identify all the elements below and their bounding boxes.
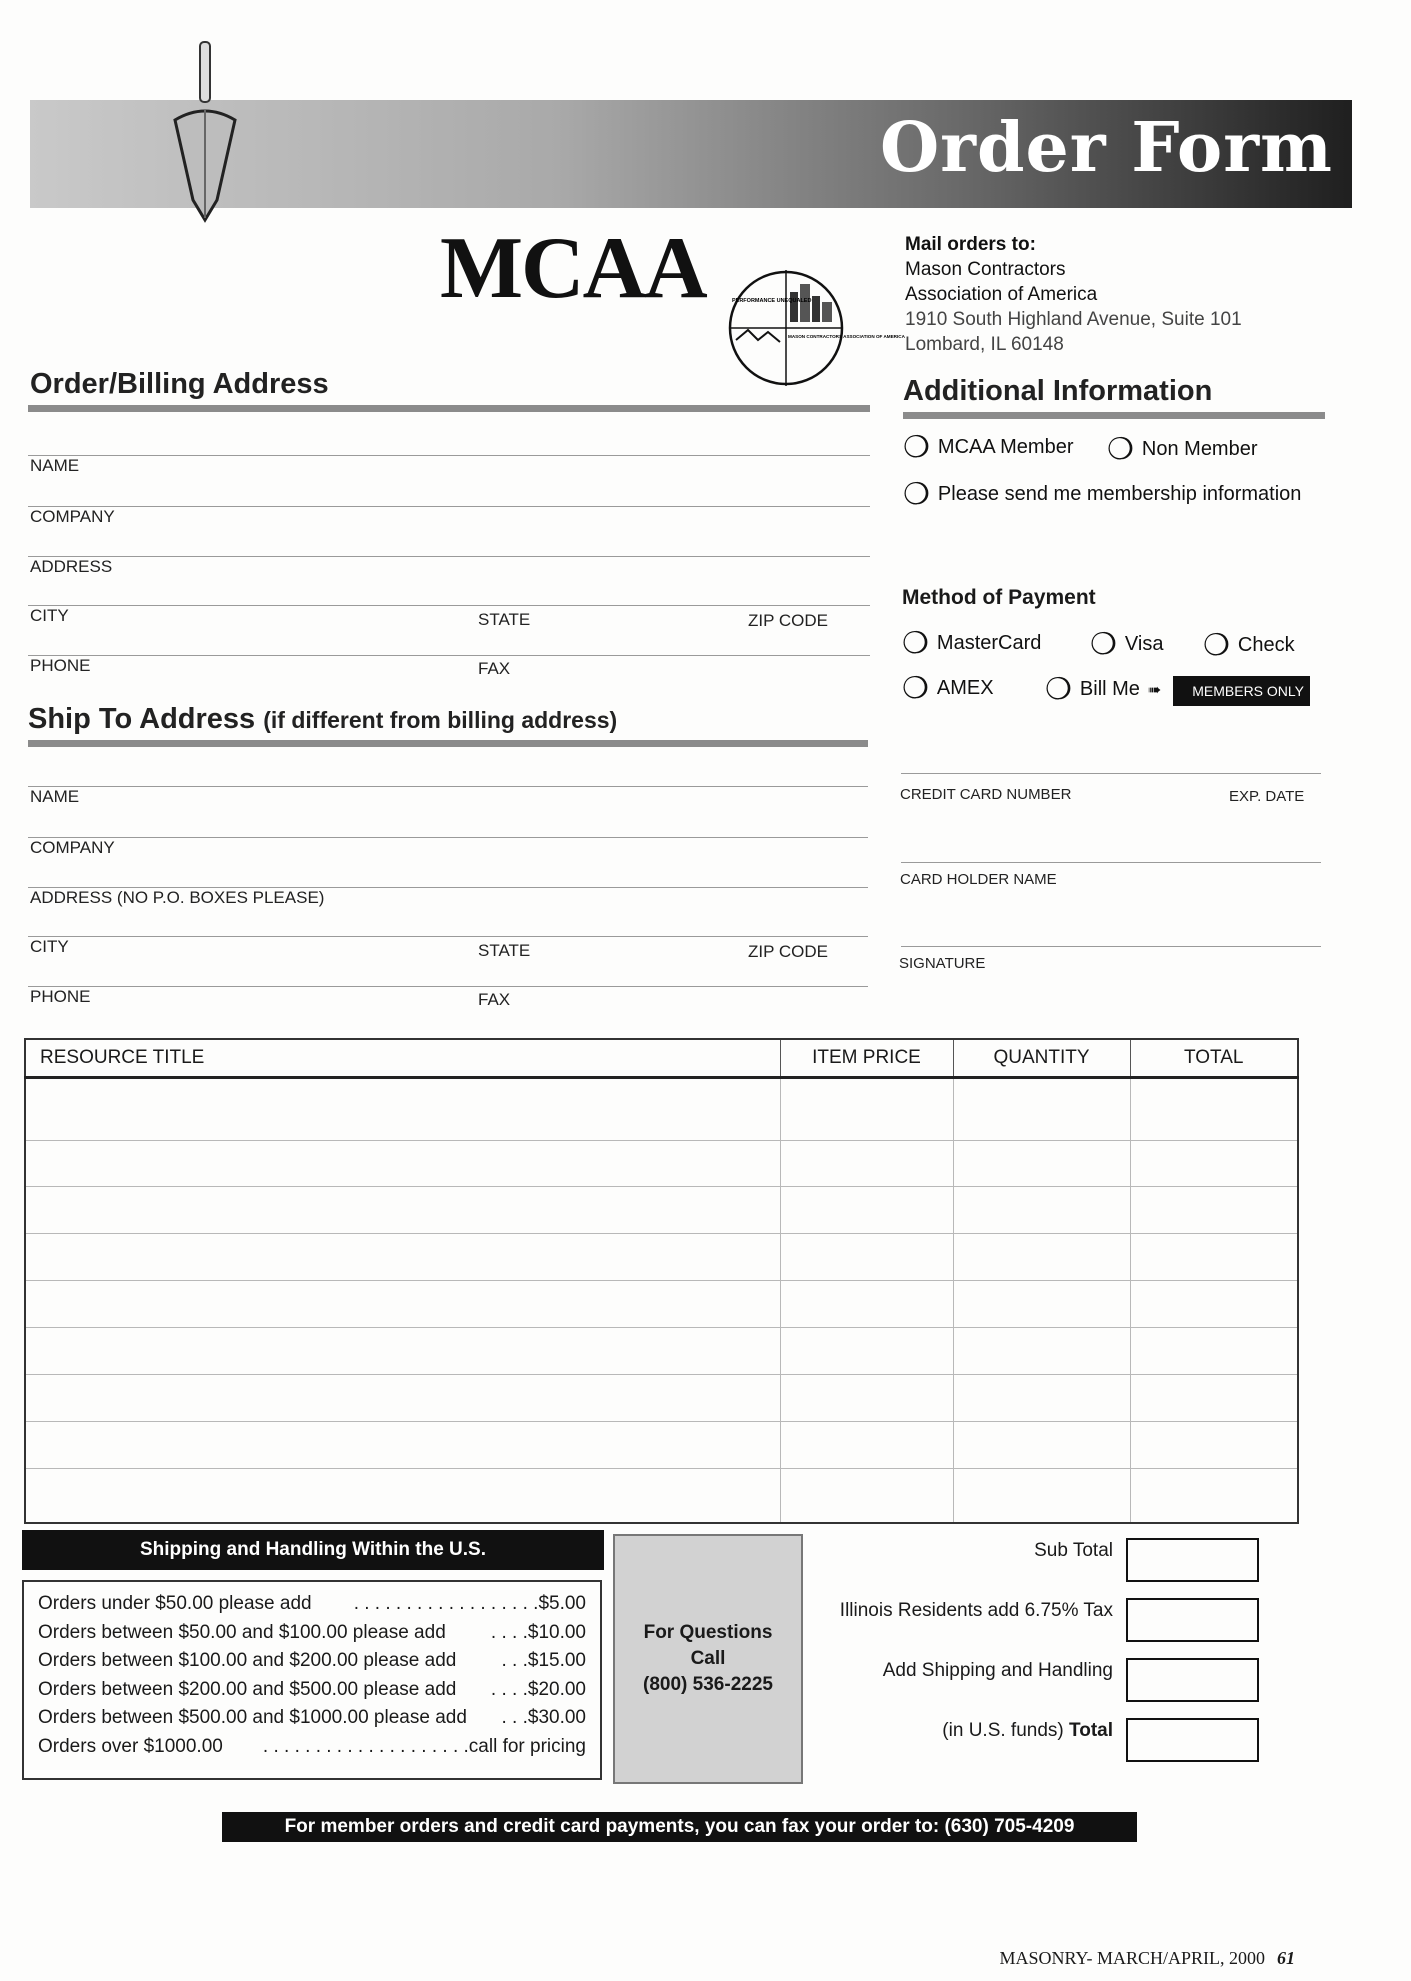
shipping-rate-row: [38, 1590, 586, 1619]
quantity-cell[interactable]: [953, 1140, 1130, 1187]
shipping-rate-label: Orders between $500.00 and $1000.00 please add: [38, 1707, 467, 1728]
billing-title: Order/Billing Address: [30, 368, 329, 400]
credit-card-number-label: CREDIT CARD NUMBER: [900, 786, 1072, 803]
grand-total-label: [942, 1720, 1113, 1742]
ship-state-label: STATE: [478, 941, 531, 960]
visa-option[interactable]: [1090, 627, 1164, 661]
mail-address-block: [905, 232, 1242, 357]
trowel-icon: [165, 40, 245, 225]
shipping-rate-label: Orders between $50.00 and $100.00 please add: [38, 1621, 446, 1643]
billing-fax-label: FAX: [478, 659, 511, 678]
members-only-badge: MEMBERS ONLY: [1173, 676, 1310, 706]
total-cell[interactable]: [1130, 1187, 1298, 1234]
ship-city-label: CITY: [30, 937, 69, 956]
table-row: [25, 1328, 1298, 1375]
shipping-rate-label: Orders over $1000.00: [38, 1735, 223, 1757]
shipping-rate-label: Orders between $200.00 and $500.00 please add: [38, 1678, 457, 1700]
check-label: Check: [1237, 634, 1295, 656]
ship-phone-field[interactable]: [28, 986, 868, 987]
table-row: [25, 1140, 1298, 1187]
shipping-rate-row: [38, 1619, 586, 1648]
total-cell[interactable]: [1130, 1421, 1298, 1468]
mail-org-line1: Mason Contractors: [905, 259, 1066, 280]
shipping-total-box[interactable]: [1126, 1658, 1259, 1702]
shipping-rate-amount: . . .$30.00: [501, 1707, 586, 1728]
resource-title-cell[interactable]: [25, 1187, 780, 1234]
mcaa-seal-logo: [728, 262, 905, 392]
ship-company-field[interactable]: [28, 837, 868, 838]
publication-label: MASONRY- MARCH/APRIL, 2000: [999, 1948, 1265, 1968]
quantity-cell[interactable]: [953, 1468, 1130, 1523]
shipping-rates-box: [22, 1580, 602, 1780]
subtotal-label: Sub Total: [1034, 1540, 1113, 1561]
radio-icon[interactable]: ❍: [903, 430, 930, 464]
grand-total-box[interactable]: [1126, 1718, 1259, 1762]
billing-city-field[interactable]: [28, 605, 870, 606]
payment-title: Method of Payment: [902, 586, 1096, 609]
shipping-rate-amount: . . .$15.00: [501, 1650, 586, 1671]
questions-box: [613, 1534, 803, 1784]
grand-total-word: Total: [1069, 1720, 1113, 1741]
shipping-rate-row: [38, 1704, 586, 1733]
table-row: [25, 1078, 1298, 1141]
billing-city-label: CITY: [30, 606, 69, 625]
resource-title-header: RESOURCE TITLE: [25, 1039, 780, 1078]
order-form-title: Order Form: [879, 108, 1333, 188]
billing-address-label: ADDRESS: [30, 557, 113, 576]
ship-to-title-text: Ship To Address: [28, 703, 256, 735]
item-price-cell[interactable]: [780, 1078, 953, 1141]
billing-address-field[interactable]: [28, 556, 870, 557]
total-header: TOTAL: [1130, 1039, 1298, 1078]
total-cell[interactable]: [1130, 1234, 1298, 1281]
quantity-cell[interactable]: [953, 1421, 1130, 1468]
radio-icon[interactable]: ❍: [1045, 672, 1072, 706]
item-price-cell[interactable]: [780, 1140, 953, 1187]
exp-date-label: EXP. DATE: [1229, 788, 1305, 805]
quantity-cell[interactable]: [953, 1281, 1130, 1328]
table-header-row: [25, 1039, 1298, 1078]
item-price-cell[interactable]: [780, 1421, 953, 1468]
ship-company-label: COMPANY: [30, 838, 115, 857]
membership-info-label: Please send me membership information: [937, 483, 1302, 505]
card-holder-field[interactable]: [901, 862, 1321, 863]
questions-phone: (800) 536-2225: [643, 1674, 773, 1695]
amex-option[interactable]: [902, 671, 994, 705]
table-row: [25, 1374, 1298, 1421]
billing-name-field[interactable]: [28, 455, 870, 456]
radio-icon[interactable]: ❍: [1203, 628, 1230, 662]
ship-fax-label: FAX: [478, 990, 511, 1009]
quantity-cell[interactable]: [953, 1187, 1130, 1234]
additional-title: Additional Information: [903, 375, 1213, 407]
ship-name-label: NAME: [30, 787, 80, 806]
shipping-rate-amount: . . . . . . . . . . . . . . . . . .$5.00: [353, 1593, 586, 1614]
ship-to-rule: [28, 740, 868, 747]
shipping-rate-amount: . . . .$10.00: [490, 1621, 586, 1643]
questions-line2: Call: [690, 1648, 726, 1669]
total-cell[interactable]: [1130, 1374, 1298, 1421]
questions-line1: For Questions: [643, 1622, 773, 1643]
mcaa-member-option[interactable]: [903, 430, 1074, 464]
item-price-header: ITEM PRICE: [780, 1039, 953, 1078]
non-member-option[interactable]: [1107, 432, 1258, 466]
resource-table: [24, 1038, 1299, 1524]
total-cell[interactable]: [1130, 1468, 1298, 1523]
shipping-rate-amount: . . . .$20.00: [490, 1678, 586, 1700]
check-option[interactable]: [1203, 628, 1295, 662]
ship-phone-label: PHONE: [30, 987, 91, 1006]
mail-heading: Mail orders to:: [905, 234, 1036, 255]
visa-label: Visa: [1124, 633, 1164, 655]
resource-title-cell[interactable]: [25, 1328, 780, 1375]
page-number: 61: [1277, 1948, 1295, 1968]
quantity-cell[interactable]: [953, 1374, 1130, 1421]
resource-title-cell[interactable]: [25, 1374, 780, 1421]
shipping-total-label: Add Shipping and Handling: [882, 1660, 1113, 1681]
tax-box[interactable]: [1126, 1598, 1259, 1642]
credit-card-number-field[interactable]: [901, 773, 1321, 774]
mastercard-option[interactable]: [902, 626, 1042, 660]
resource-title-cell[interactable]: [25, 1281, 780, 1328]
tax-label: Illinois Residents add 6.75% Tax: [839, 1600, 1113, 1621]
quantity-cell[interactable]: [953, 1328, 1130, 1375]
radio-icon[interactable]: ❍: [1107, 432, 1134, 466]
shipping-rates-title: Shipping and Handling Within the U.S.: [22, 1530, 604, 1570]
ship-to-subtitle: (if different from billing address): [263, 707, 618, 733]
bill-me-option[interactable]: [1045, 672, 1162, 706]
billing-state-label: STATE: [478, 610, 531, 629]
signature-label: SIGNATURE: [899, 955, 986, 972]
table-row: [25, 1234, 1298, 1281]
resource-title-cell[interactable]: [25, 1421, 780, 1468]
ship-name-field[interactable]: [28, 786, 868, 787]
radio-icon[interactable]: ❍: [1090, 627, 1117, 661]
table-row: [25, 1468, 1298, 1523]
table-row: [25, 1421, 1298, 1468]
ship-zip-label: ZIP CODE: [748, 942, 828, 961]
billing-rule: [28, 405, 870, 412]
shipping-rate-row: [38, 1647, 586, 1676]
mail-org-line2: Association of America: [905, 284, 1098, 305]
seal-name: MASON CONTRACTORS ASSOCIATION OF AMERICA: [788, 334, 905, 339]
billing-name-label: NAME: [30, 456, 80, 475]
item-price-cell[interactable]: [780, 1328, 953, 1375]
quantity-cell[interactable]: [953, 1234, 1130, 1281]
arrow-right-icon: ➠: [1147, 681, 1162, 699]
resource-title-cell[interactable]: [25, 1078, 780, 1141]
membership-info-option[interactable]: [903, 477, 1302, 511]
radio-icon[interactable]: ❍: [903, 477, 930, 511]
shipping-rate-amount: . . . . . . . . . . . . . . . . . . . .call for pricing: [262, 1735, 586, 1757]
total-cell[interactable]: [1130, 1078, 1298, 1141]
page-footer: [999, 1948, 1295, 1969]
grand-total-prefix: (in U.S. funds): [942, 1720, 1064, 1741]
bill-me-label: Bill Me: [1079, 678, 1140, 700]
total-cell[interactable]: [1130, 1140, 1298, 1187]
mail-street: 1910 South Highland Avenue, Suite 101: [905, 309, 1242, 330]
signature-field[interactable]: [901, 946, 1321, 947]
shipping-rate-row: [38, 1676, 586, 1705]
shipping-rate-row: [38, 1733, 586, 1762]
item-price-cell[interactable]: [780, 1187, 953, 1234]
billing-phone-label: PHONE: [30, 656, 91, 675]
non-member-label: Non Member: [1141, 438, 1258, 460]
radio-icon[interactable]: ❍: [902, 626, 929, 660]
shipping-rate-label: Orders under $50.00 please add: [38, 1593, 312, 1614]
seal-tagline: PERFORMANCE UNEQUALED: [732, 298, 812, 304]
table-row: [25, 1187, 1298, 1234]
resource-title-cell[interactable]: [25, 1140, 780, 1187]
billing-company-field[interactable]: [28, 506, 870, 507]
billing-company-label: COMPANY: [30, 507, 115, 526]
item-price-cell[interactable]: [780, 1468, 953, 1523]
quantity-header: QUANTITY: [953, 1039, 1130, 1078]
ship-to-title: [28, 703, 617, 736]
mcaa-logo: MCAA: [440, 220, 706, 317]
item-price-cell[interactable]: [780, 1234, 953, 1281]
card-holder-label: CARD HOLDER NAME: [900, 871, 1057, 888]
shipping-rate-label: Orders between $100.00 and $200.00 please add: [38, 1650, 457, 1671]
resource-title-cell[interactable]: [25, 1468, 780, 1523]
additional-rule: [903, 412, 1325, 419]
ship-address-label: ADDRESS (NO P.O. BOXES PLEASE): [30, 888, 325, 907]
mail-city: Lombard, IL 60148: [905, 334, 1064, 355]
fax-note-bar: For member orders and credit card payments, you can fax your order to: (630) 705-4209: [222, 1812, 1137, 1842]
mcaa-member-label: MCAA Member: [937, 436, 1074, 458]
item-price-cell[interactable]: [780, 1374, 953, 1421]
amex-label: AMEX: [936, 677, 994, 699]
item-price-cell[interactable]: [780, 1281, 953, 1328]
billing-zip-label: ZIP CODE: [748, 611, 828, 630]
total-cell[interactable]: [1130, 1281, 1298, 1328]
table-row: [25, 1281, 1298, 1328]
radio-icon[interactable]: ❍: [902, 671, 929, 705]
mastercard-label: MasterCard: [936, 632, 1042, 654]
subtotal-box[interactable]: [1126, 1538, 1259, 1582]
ship-city-field[interactable]: [28, 936, 868, 937]
total-cell[interactable]: [1130, 1328, 1298, 1375]
resource-title-cell[interactable]: [25, 1234, 780, 1281]
billing-phone-field[interactable]: [28, 655, 870, 656]
quantity-cell[interactable]: [953, 1078, 1130, 1141]
